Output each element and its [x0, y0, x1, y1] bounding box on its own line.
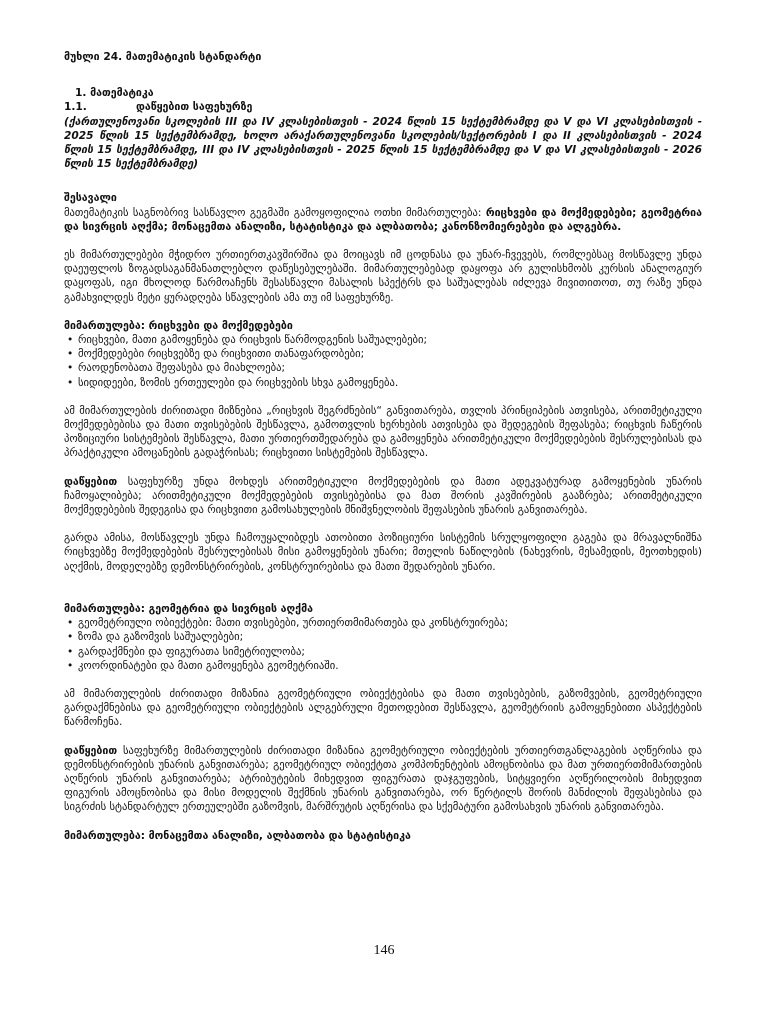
- subsection-heading: [64, 100, 702, 114]
- list-item: • რიცხვები, მათი გამოყენება და რიცხვის წარმოდგენის საშუალებები;: [64, 333, 702, 347]
- spacer: [64, 815, 702, 829]
- numbers-extra-paragraph: გარდა ამისა, მოსწავლეს უნდა ჩამოუყალიბდეს ათობითი პოზიციური სისტემის სრულყოფილი გაგება და მრავალნიშნა რიცხვებზე მოქმედებების შესრულებისას მისი გამოყენების უნარი; მთელის ნაწილების (ნახევრის, მესამედის, მეოთხედის) აღქმის, მოდელებზე დემონსტრირების, კონსტრუირებისა და მათი შედარების უნარი.: [64, 532, 702, 573]
- list-item: • სიდიდეები, ზომის ერთეულები და რიცხვების სხვა გამოყენება.: [64, 376, 702, 390]
- document-body: [64, 50, 702, 843]
- page-number: 146: [373, 943, 395, 958]
- intro-paragraph: [64, 206, 702, 234]
- list-item: • კოორდინატები და მათი გამოყენება გეომეტრიაში.: [64, 659, 702, 673]
- intro-paragraph-2: ეს მიმართულებები მჭიდრო ურთიერთკავშირშია და მოიცავს იმ ცოდნასა და უნარ-ჩვევებს, რომლებსაც მოსწავლე უნდა დაეუფლოს ზოგადსაგანმანათლებლო დაწესებულებაში. მიმართულებებად დაყოფა არ გულისხმობს კურსის ანალოგიურ დაყოფას, იგი მხოლოდ წარმოაჩენს შესასწავლი მასალის სპექტრს და საშუალებას იძლევა მივითითოთ, თუ რაზე უნდა გამახვილდეს მეტი ყურადღება სწავლების ამა თუ იმ საფეხურზე.: [64, 249, 702, 304]
- subsection-number: 1.1.: [64, 101, 87, 114]
- spacer: [64, 517, 702, 531]
- spacer: [64, 730, 702, 744]
- spacer: [64, 673, 702, 687]
- intro-directions: რიცხვები და მოქმედებები; გეომეტრია და სივრცის აღქმა; მონაცემთა ანალიზი, სტატისტიკა და ალბათობა; კანონზომიერებები და ალგებრა.: [64, 206, 702, 233]
- subsection-title: დაწყებით საფეხურზე: [136, 101, 253, 114]
- lead-word: დაწყებით: [64, 744, 118, 757]
- direction-heading-geometry: მიმართულება: გეომეტრია და სივრცის აღქმა: [64, 602, 313, 615]
- paragraph-text: საფეხურზე მიმართულების ძირითადი მიზანია გეომეტრიული ობიექტების ურთიერთგანლაგების აღწერისა და დემონსტრირების უნარის განვითარება; გეომეტრიულ ობიექტთა კომპონენტების ამოცნობისა და მათ ურთიერთმიმართების აღწერის უნარის განვითარება; ატრიბუტების მიხედვით ფიგურათა დაჯგუფების, სიტყვიერი აღწერილობის მიხედვით ფიგურის ამოცნობისა და მისი მოდელის შექმნის უნარის განვითარება, ორ წერტილს შორის მანძილის შეფასებისა და სიგრძის სტანდარტულ ერთეულებში გაზომვის, მარშრუტის აღწერისა და სქემატური გამოსახვის უნარის განვითარება.: [64, 744, 702, 814]
- direction-heading-numbers: მიმართულება: რიცხვები და მოქმედებები: [64, 319, 293, 332]
- lead-word: დაწყებით: [64, 475, 118, 488]
- section-heading: 1. მათემატიკა: [75, 87, 154, 100]
- list-item: • რაოდენობათა შეფასება და მიახლოება;: [64, 361, 702, 375]
- list-item: • ზომა და გაზომვის საშუალებები;: [64, 630, 702, 644]
- paragraph-text: საფეხურზე უნდა მოხდეს არითმეტიკული მოქმედებების და მათი ადეკვატურად გამოყენების უნარის ჩამოყალიბება; არითმეტიკული მოქმედებების თვისებებისა და მათ შორის კავშირების გააზრება; არითმეტიკული მოქმედებების შედეგისა და რიცხვითი გამოსახულების მნიშვნელობის შეფასების უნარის განვითარება.: [64, 475, 702, 517]
- spacer: [64, 305, 702, 319]
- direction-heading-data: მიმართულება: მონაცემთა ანალიზი, ალბათობა და სტატისტიკა: [64, 829, 411, 842]
- spacer: [64, 390, 702, 404]
- geometry-primary-paragraph: [64, 744, 702, 815]
- spacer: [64, 171, 702, 191]
- article-title: მუხლი 24. მათემატიკის სტანდარტი: [64, 51, 262, 63]
- numbers-primary-paragraph: [64, 475, 702, 518]
- list-item: • გეომეტრიული ობიექტები: მათი თვისებები, ურთიერთმიმართება და კონსტრუირება;: [64, 616, 702, 630]
- direction-list-geometry: [64, 616, 702, 673]
- direction-list-numbers: [64, 333, 702, 390]
- intro-heading: შესავალი: [64, 192, 117, 205]
- numbers-goal-paragraph: ამ მიმართულების ძირითადი მიზნებია „რიცხვის შეგრძნების“ განვითარება, თვლის პრინციპების ათვისება, არითმეტიკული მოქმედებებისა და მათი თვისებების შესწავლა, გამოთვლის ხერხების ათვისება და შედეგების შეფასება; რიცხვის ჩაწერის პოზიციური სისტემების შესწავლა, მათი ურთიერთშედარება და გამოყენება არითმეტიკული მოქმედებების შესრულებისას და პრაქტიკული ამოცანების გადაჭრისას; რიცხვითი სისტემების შესწავლა.: [64, 404, 702, 460]
- spacer: [64, 461, 702, 475]
- spacer: [64, 574, 702, 602]
- intro-text: მათემატიკის საგნობრივ სასწავლო გეგმაში გამოყოფილია ოთხი მიმართულება:: [64, 206, 486, 219]
- list-item: • მოქმედებები რიცხვებზე და რიცხვითი თანაფარდობები;: [64, 347, 702, 361]
- effective-date-note: (ქართულენოვანი სკოლების III და IV კლასებისთვის - 2024 წლის 15 სექტემბრამდე და V და VI კლასებისთვის - 2025 წლის 15 სექტემბრამდე, ხოლო არაქართულენოვანი სკოლების/სექტორების I და II კლასებისთვის - 2024 წლის 15 სექტემბრამდე, III და IV კლასებისთვის - 2025 წლის 15 სექტემბრამდე და V და VI კლასებისთვის - 2026 წლის 15 სექტემბრამდე): [64, 115, 702, 171]
- geometry-goal-paragraph: ამ მიმართულების ძირითადი მიზანია გეომეტრიული ობიექტებისა და მათი თვისებების, გაზომვების, გეომეტრიული გარდაქმნებისა და გეომეტრიული ობიექტების ალგებრული მეთოდებით შესწავლა, გეომეტრიის გამოყენებითი ასპექტების წარმოჩენა.: [64, 687, 702, 729]
- spacer: [64, 234, 702, 248]
- list-item: • გარდაქმნები და ფიგურათა სიმეტრიულობა;: [64, 645, 702, 659]
